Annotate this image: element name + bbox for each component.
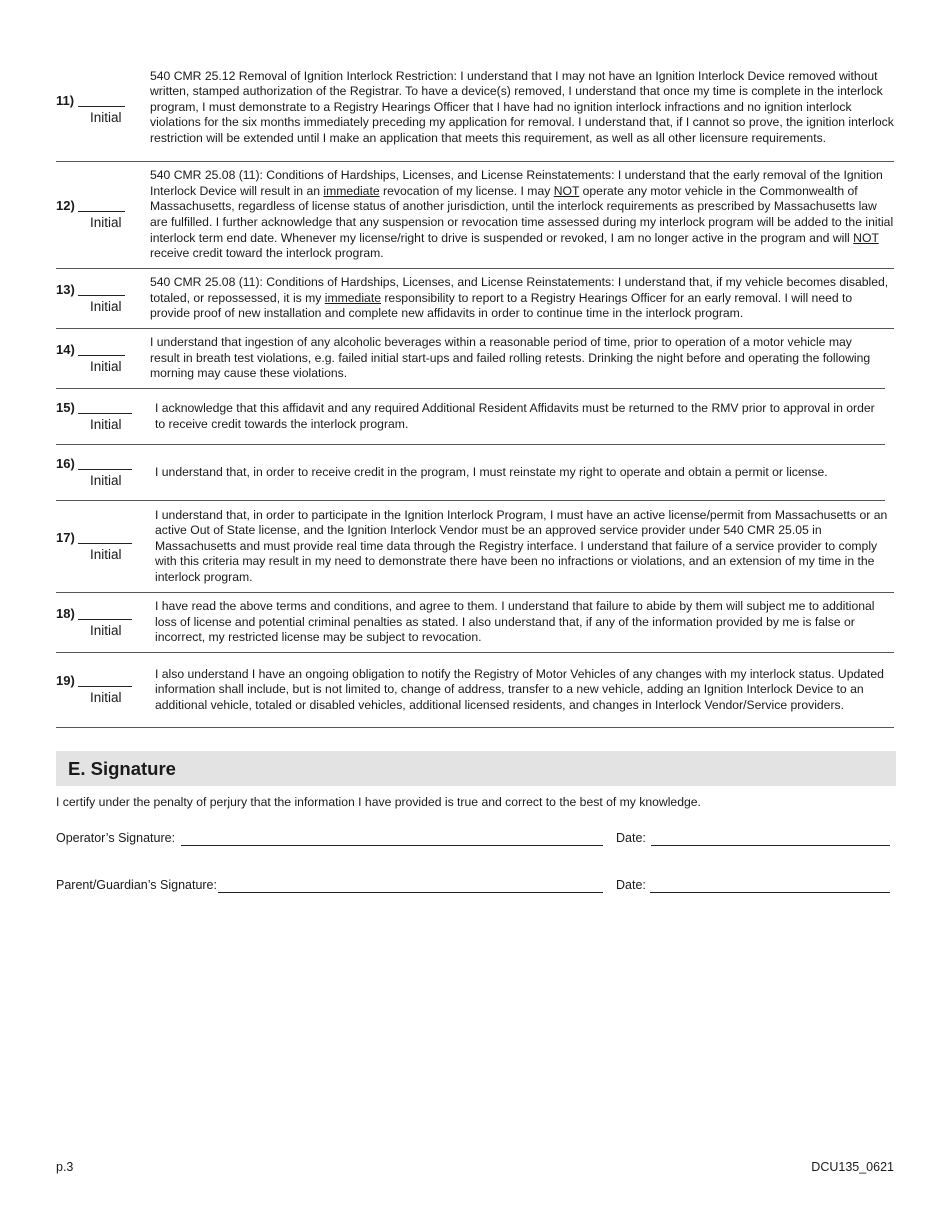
operator-signature-label: Operator’s Signature: bbox=[56, 831, 176, 845]
item-number: 19) bbox=[56, 673, 75, 688]
item-text bbox=[155, 401, 885, 432]
item-text bbox=[155, 508, 894, 586]
initial-label: Initial bbox=[90, 472, 122, 488]
list-item bbox=[56, 501, 894, 593]
emphasized-text: immediate bbox=[323, 183, 380, 198]
initial-field[interactable] bbox=[78, 619, 132, 620]
text-segment: 540 CMR 25.08 (11): Conditions of Hardships, Licenses, and License Reinstatements: I understand that, if my vehicle becomes disabled, totaled, or repossessed, it is my bbox=[150, 275, 889, 305]
operator-signature-field[interactable] bbox=[181, 845, 603, 846]
initial-label: Initial bbox=[90, 298, 122, 314]
text-segment: 540 CMR 25.12 Removal of Ignition Interlock Restriction: I understand that I may not have an Ignition Interlock Device removed without written, stamped authorization of the Registrar. To have a device(s) removed, I understand that once my time is complete in the interlock program, I must demonstrate to a Registry Hearings Officer that I have had no ignition interlock infractions and no ignition interlock violations for the six months immediately preceding my application for removal. I understand that, if I cannot so prove, the ignition interlock restriction will be extended until I make an application that meets this requirement, as well as all other licensure requirements. bbox=[150, 68, 894, 145]
text-segment: I acknowledge that this affidavit and any required Additional Resident Affidavits must be returned to the RMV prior to approval in order to receive credit towards the interlock program. bbox=[155, 400, 875, 431]
text-segment: I have read the above terms and conditions, and agree to them. I understand that failure to abide by them will subject me to additional loss of license and potential criminal penalties as stated. I also understand that, if any of the information provided by me is false or incorrect, my restricted license may be subject to revocation. bbox=[155, 599, 875, 645]
item-text bbox=[150, 335, 885, 382]
initial-label: Initial bbox=[90, 416, 122, 432]
guardian-signature-field[interactable] bbox=[218, 892, 603, 893]
item-text bbox=[150, 69, 894, 147]
list-item bbox=[56, 653, 894, 728]
operator-signature-row bbox=[56, 831, 896, 851]
guardian-date-field[interactable] bbox=[650, 892, 890, 893]
list-item bbox=[56, 329, 885, 389]
text-segment: responsibility to report to a Registry Hearings Officer for an early removal. I will need to provide proof of new installation and complete new affidavits in order to continue time in the interlock program. bbox=[150, 290, 853, 321]
text-segment: operate any motor vehicle in the Commonwealth of Massachusetts, regardless of license status of another jurisdiction, until the interlock requirements as prescribed by Massachusetts law are fulfilled. I further acknowledge that any suspension or revocation time assessed during my interlock program will be added to the initial interlock term end date. Whenever my license/right to drive is suspended or revoked, I am no longer active in the program and will bbox=[150, 183, 894, 245]
date-label: Date: bbox=[616, 878, 646, 892]
initial-label: Initial bbox=[90, 622, 122, 638]
text-segment: revocation of my license. I may bbox=[379, 183, 554, 198]
guardian-signature-label: Parent/Guardian’s Signature: bbox=[56, 878, 217, 892]
item-text bbox=[155, 465, 885, 481]
list-item bbox=[56, 269, 894, 329]
initial-label: Initial bbox=[90, 690, 122, 705]
item-text bbox=[155, 667, 894, 714]
list-item bbox=[56, 162, 894, 269]
text-segment: receive credit toward the interlock program. bbox=[150, 246, 384, 261]
emphasized-text: NOT bbox=[853, 230, 879, 245]
initial-field[interactable] bbox=[78, 686, 132, 687]
list-item bbox=[56, 445, 885, 501]
date-label: Date: bbox=[616, 831, 646, 845]
text-segment: I understand that, in order to receive credit in the program, I must reinstate my right to operate and obtain a permit or license. bbox=[155, 464, 828, 479]
item-number: 18) bbox=[56, 605, 75, 621]
text-segment: I understand that ingestion of any alcoholic beverages within a reasonable period of time, prior to operation of a motor vehicle may result in breath test violations, e.g. failed initial start-ups and failed rolling retests. Drinking the night before and operating the following morning may cause these violations. bbox=[150, 335, 871, 381]
form-code: DCU135_0621 bbox=[811, 1160, 894, 1174]
item-text bbox=[150, 275, 894, 322]
item-number: 14) bbox=[56, 341, 75, 357]
list-item bbox=[56, 389, 885, 445]
initial-field[interactable] bbox=[78, 106, 125, 107]
initial-label: Initial bbox=[90, 109, 122, 125]
item-number: 15) bbox=[56, 399, 75, 415]
initial-field[interactable] bbox=[78, 543, 132, 544]
item-text bbox=[155, 599, 894, 646]
section-header bbox=[56, 751, 896, 786]
operator-date-field[interactable] bbox=[651, 845, 890, 846]
text-segment: I understand that, in order to participate in the Ignition Interlock Program, I must have an active license/permit from Massachusetts or an active Out of State license, and the Ignition Interlock Vendor must be an approved service provider under 540 CMR 25.05 in Massachusetts and must provide real time data through the Registry interface. I understand that failure of a service provider to comply with this criteria may result in my need to demonstrate there have been no infractions or violations, and an extension of my time in the interlock program. bbox=[155, 507, 888, 584]
text-segment: I also understand I have an ongoing obligation to notify the Registry of Motor Vehicles of any changes with my interlock status. Updated information shall include, but is not limited to, change of address, transfer to a new vehicle, adding an Ignition Interlock Device to an additional vehicle, totaled or disabled vehicles, additional licensed residents, and changes in Interlock Vendor/Service providers. bbox=[155, 666, 884, 712]
section-title: E. Signature bbox=[68, 757, 176, 779]
initial-field[interactable] bbox=[78, 413, 132, 414]
item-number: 17) bbox=[56, 529, 75, 545]
list-item bbox=[56, 54, 894, 162]
text-segment: 540 CMR 25.08 (11): Conditions of Hardships, Licenses, and License Reinstatements: I understand that the early removal of the Ignition Interlock Device will result in an bbox=[150, 168, 883, 198]
initial-label: Initial bbox=[90, 215, 122, 230]
initial-field[interactable] bbox=[78, 295, 125, 296]
certification-statement: I certify under the penalty of perjury that the information I have provided is true and correct to the best of my knowledge. bbox=[56, 795, 701, 809]
item-number: 16) bbox=[56, 455, 75, 471]
item-number: 13) bbox=[56, 281, 75, 297]
emphasized-text: NOT bbox=[553, 183, 580, 198]
item-number: 12) bbox=[56, 198, 75, 213]
initial-field[interactable] bbox=[78, 211, 125, 212]
initial-field[interactable] bbox=[78, 469, 132, 470]
list-item bbox=[56, 593, 894, 653]
guardian-signature-row bbox=[56, 878, 896, 898]
item-text bbox=[150, 168, 894, 262]
signature-section bbox=[56, 751, 896, 892]
initial-field[interactable] bbox=[78, 355, 125, 356]
initial-label: Initial bbox=[90, 358, 122, 374]
initial-label: Initial bbox=[90, 546, 122, 562]
item-number: 11) bbox=[56, 92, 75, 108]
acknowledgement-list bbox=[56, 54, 894, 728]
emphasized-text: immediate bbox=[324, 290, 381, 305]
page-number: p.3 bbox=[56, 1160, 74, 1174]
